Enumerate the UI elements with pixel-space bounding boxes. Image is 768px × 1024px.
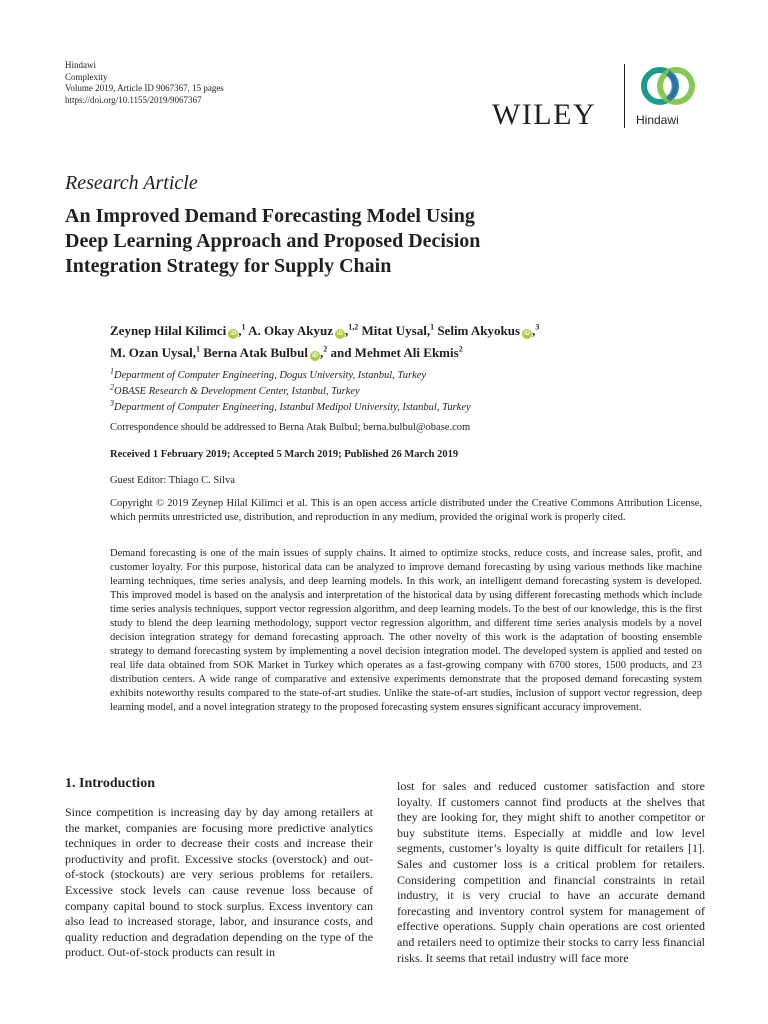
- article-type: Research Article: [65, 172, 198, 194]
- title-line: An Improved Demand Forecasting Model Using: [65, 205, 475, 227]
- author-affil-sup: 1: [195, 344, 200, 354]
- affiliation-num: 3: [110, 398, 114, 408]
- affiliations: [110, 368, 471, 416]
- author-name[interactable]: and Mehmet Ali Ekmis: [330, 345, 459, 360]
- author-name[interactable]: Selim Akyokus: [437, 323, 521, 338]
- publication-dates: Received 1 February 2019; Accepted 5 March 2019; Published 26 March 2019: [110, 449, 459, 460]
- journal-volume: Volume 2019, Article ID 9067367, 15 pages: [65, 83, 224, 93]
- abstract-text: Demand forecasting is one of the main issues of supply chains. It aimed to optimize stocks, reduce costs, and increase sales, profit, and customer loyalty. For this purpose, historical data can be analyzed to improve demand forecasting by using various methods like machine learning techniques, time series analysis, and deep learning models. In this work, an intelligent demand forecasting system is developed. This improved model is based on the analysis and interpretation of the historical data by using different forecasting methods which include time series analysis techniques, support vector regression algorithm, and deep learning models. To the best of our knowledge, this is the first study to blend the deep learning methodology, support vector regression algorithm, and different time series analysis models by a novel decision integration strategy for demand forecasting approach. The other novelty of this work is the adaptation of boosting ensemble strategy to demand forecasting system by implementing a novel decision integration model. The developed system is applied and tested on real life data obtained from SOK Market in Turkey which operates as a fast-growing company with 6700 stores, 1500 products, and 23 distribution centers. A wide range of comparative and extensive experiments demonstrate that the proposed demand forecasting system exhibits noteworthy results compared to the state-of-art studies. Unlike the state-of-art studies, inclusion of support vector regression, deep learning model, and a novel integration strategy to the proposed forecasting system ensures significant accuracy improvement.: [110, 548, 702, 713]
- journal-doi-link[interactable]: https://doi.org/10.1155/2019/9067367: [65, 94, 202, 105]
- orcid-icon[interactable]: iD: [524, 331, 531, 337]
- author-affil-sup: 2: [458, 344, 463, 354]
- author-affil-sup: 1,2: [348, 322, 359, 332]
- orcid-icon[interactable]: iD: [311, 353, 318, 359]
- affiliation-text: Department of Computer Engineering, Dogus University, Istanbul, Turkey: [114, 370, 427, 381]
- author-name[interactable]: Zeynep Hilal Kilimci: [110, 323, 227, 338]
- logo-divider: [624, 64, 625, 128]
- author-affil-sup: 3: [535, 322, 540, 332]
- title-line: Integration Strategy for Supply Chain: [65, 255, 392, 277]
- author-name[interactable]: A. Okay Akyuz: [248, 323, 333, 338]
- author-name[interactable]: Mitat Uysal,: [361, 323, 431, 338]
- affiliation-num: 2: [110, 382, 114, 392]
- title-line: Deep Learning Approach and Proposed Decision: [65, 230, 481, 252]
- hindawi-logo-icon: [640, 64, 696, 108]
- section-heading-introduction: 1. Introduction: [65, 776, 155, 791]
- affiliation-item: [110, 368, 471, 384]
- guest-editor: Guest Editor: Thiago C. Silva: [110, 475, 235, 486]
- author-name[interactable]: M. Ozan Uysal,: [110, 345, 196, 360]
- affiliation-text: OBASE Research & Development Center, Istanbul, Turkey: [114, 386, 360, 397]
- author-line: M. Ozan Uysal,$^1$ Berna Atak Bulbul iD ,$^2$ and Mehmet Ali Ekmis$^2$: [110, 344, 463, 360]
- author-affil-sup: 2: [323, 344, 328, 354]
- journal-name: Complexity: [65, 71, 108, 82]
- author-name[interactable]: Berna Atak Bulbul: [203, 345, 308, 360]
- journal-meta: [65, 60, 224, 106]
- hindawi-wordmark: Hindawi: [636, 113, 679, 127]
- affiliation-num: 1: [110, 366, 114, 376]
- article-title: [65, 204, 585, 279]
- author-affil-sup: 1: [241, 322, 246, 332]
- journal-publisher: Hindawi: [65, 60, 96, 70]
- affiliation-item: [110, 400, 471, 416]
- copyright-notice: Copyright © 2019 Zeynep Hilal Kilimci et al. This is an open access article distributed under the Creative Commons Attribution License, which permits unrestricted use, distribution, and reproduction in any medium, provided the original work is properly cited.: [110, 498, 702, 523]
- orcid-icon[interactable]: iD: [336, 331, 343, 337]
- intro-left-column: Since competition is increasing day by day among retailers at the market, companies are focusing more predictive analytics techniques in order to decrease their costs and increase their productivity and profit. Excessive stocks (overstock) and out-of-stock (stockouts) are very serious problems for retailers. Excessive stock levels can cause revenue loss because of company capital bound to stock surplus. Excess inventory can also lead to increased storage, labor, and insurance costs, and quality reduction and degradation depending on the type of the product. Out-of-stock products can result in: [65, 805, 373, 960]
- author-line: Zeynep Hilal Kilimci iD ,$^1$ A. Okay Akyuz iD ,$^{1,2}$ Mitat Uysal,$^1$ Selim Akyokus iD ,$^3$: [110, 322, 540, 338]
- affiliation-text: Department of Computer Engineering, Istanbul Medipol University, Istanbul, Turkey: [114, 402, 471, 413]
- correspondence-note: Correspondence should be addressed to Berna Atak Bulbul; berna.bulbul@obase.com: [110, 422, 471, 433]
- intro-right-column: lost for sales and reduced customer satisfaction and store loyalty. If customers cannot find products at the shelves that they are looking for, they might shift to another competitor or buy substitute items. Especially at middle and low level segments, customer’s loyalty is quite difficult for retailers [1]. Sales and customer loss is a critical problem for retailers. Considering competition and financial constraints in retail industry, it is very crucial to have an accurate demand forecasting and inventory control system for management of effective operations. Supply chain operations are cost oriented and retailers need to optimize their stocks to carry less financial risks. It seems that retail industry will face more: [397, 779, 705, 965]
- orcid-icon[interactable]: iD: [230, 331, 237, 337]
- author-list: [110, 320, 670, 364]
- author-affil-sup: 1: [430, 322, 435, 332]
- affiliation-item: [110, 384, 471, 400]
- wiley-logo: WILEY: [492, 98, 597, 131]
